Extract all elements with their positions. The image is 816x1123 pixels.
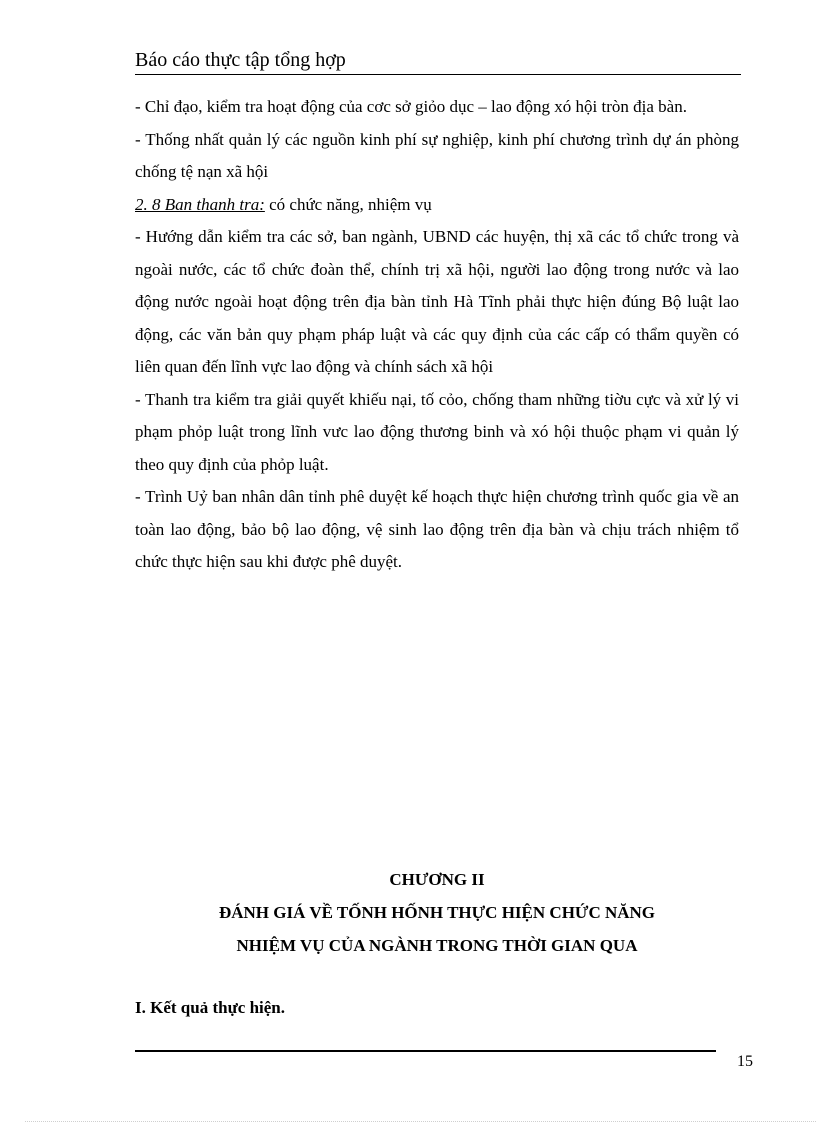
chapter-title-line1: ĐÁNH GIÁ VỀ TỐNH HỐNH THỰC HIỆN CHỨC NĂNG (218, 903, 656, 922)
paragraph: - Hướng dẫn kiểm tra các sở, ban ngành, UBND các huyện, thị xã các tổ chức trong và ngoài nước, các tổ chức đoàn thể, chính trị xã hội, người lao động trong nước và lao động nước ngoài hoạt động trên địa bàn tỉnh Hà Tĩnh phải thực hiện đúng Bộ luật lao động, các văn bản quy phạm pháp luật và các quy định của các cấp có thẩm quyền có liên quan đến lĩnh vực lao động và chính sách xã hội (135, 227, 739, 376)
body-text (135, 91, 739, 579)
chapter-label: CHƯƠNG II (389, 870, 485, 889)
paragraph: - Thống nhất quản lý các nguồn kinh phí sự nghiệp, kinh phí chương trình dự án phòng chống tệ nạn xã hội (135, 129, 739, 181)
page-number: 15 (737, 1053, 753, 1070)
section-heading-rest: có chức năng, nhiệm vụ (264, 194, 432, 214)
page-edge-divider (25, 1121, 816, 1122)
paragraph: - Trình Uỷ ban nhân dân tỉnh phê duyệt kế hoạch thực hiện chương trình quốc gia về an toàn lao động, bảo bộ lao động, vệ sinh lao động trên địa bàn và chịu trách nhiệm tổ chức thực hiện sau khi được phê duyệt. (135, 487, 739, 571)
footer-divider (135, 1050, 716, 1052)
section-heading-line (135, 189, 739, 222)
paragraph: - Chỉ đạo, kiểm tra hoạt động của cơc sở giỏo dục – lao động xó hội tròn địa bàn. (135, 97, 687, 116)
chapter-title-line2: NHIỆM VỤ CỦA NGÀNH TRONG THỜI GIAN QUA (236, 936, 638, 955)
section-heading: 2. 8 Ban thanh tra: (135, 194, 265, 214)
paragraph: - Thanh tra kiểm tra giải quyết khiếu nại, tố cỏo, chống tham những tiờu cực và xử lý vi phạm phỏp luật trong lĩnh vưc lao động thương binh và xó hội thuộc phạm vi quản lý theo quy định của phỏp luật. (135, 389, 739, 474)
section-title: I. Kết quả thực hiện. (135, 998, 285, 1017)
page-header-title: Báo cáo thực tập tổng hợp (135, 46, 741, 75)
